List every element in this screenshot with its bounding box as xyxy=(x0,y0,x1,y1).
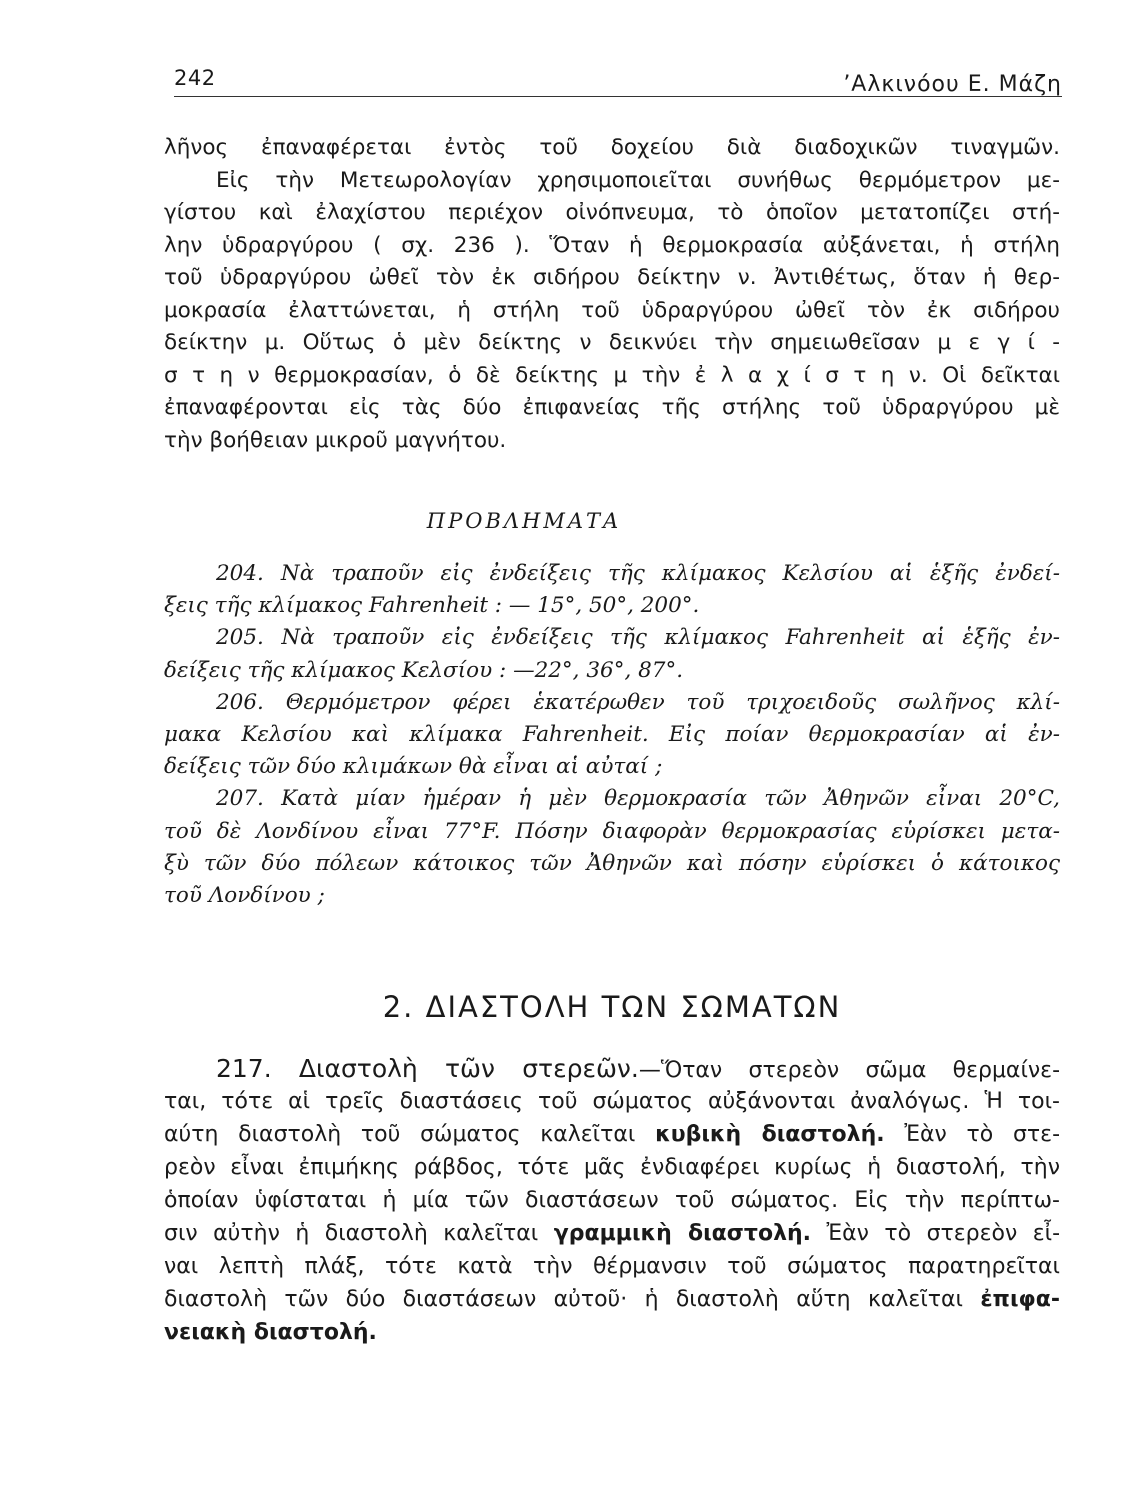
problem-line: τοῦ Λονδίνου ; xyxy=(164,882,325,908)
text-line xyxy=(164,1283,1060,1316)
problem-line: 207. Κατὰ μίαν ἡμέραν ἡ μὲν θερμοκρασία τῶν Ἀθηνῶν εἶναι 20°C, xyxy=(216,786,1060,812)
running-header xyxy=(174,60,1062,100)
text-line xyxy=(164,1217,1060,1250)
text-line: ναι λεπτὴ πλάξ, τότε κατὰ τὴν θέρμανσιν τοῦ σώματος παρατηρεῖται xyxy=(164,1254,1060,1279)
text-line xyxy=(164,1316,1060,1349)
text-line: δείκτην μ. Οὕτως ὁ μὲν δείκτης ν δεικνύει τὴν σημειωθεῖσαν μ ε γ ί - xyxy=(164,330,1060,355)
text-line: τοῦ ὑδραργύρου ὠθεῖ τὸν ἐκ σιδήρου δείκτην ν. Ἀντιθέτως, ὅταν ἡ θερ- xyxy=(164,265,1060,290)
problems-heading: ΠΡΟΒΛΗΜΑΤΑ xyxy=(426,509,622,533)
text-line: ρεὸν εἶναι ἐπιμήκης ράβδος, τότε μᾶς ἐνδιαφέρει κυρίως ἡ διαστολή, τὴν xyxy=(164,1155,1060,1180)
problem-line: ξεις τῆς κλίμακος Fahrenheit : — 15°, 50°, 200°. xyxy=(164,593,700,619)
term-cubic-expansion: κυβικὴ διαστολή. xyxy=(655,1122,885,1147)
text-span: διαστολὴ τῶν δύο διαστάσεων αὐτοῦ· ἡ διαστολὴ αὕτη καλεῖται xyxy=(164,1287,963,1312)
problem-line: 206. Θερμόμετρον φέρει ἑκατέρωθεν τοῦ τριχοειδοῦς σωλῆνος κλί- xyxy=(216,689,1060,715)
text-line: λην ὑδραργύρου ( σχ. 236 ). Ὅταν ἡ θερμοκρασία αὐξάνεται, ἡ στήλη xyxy=(164,232,1060,258)
problem-line: τοῦ δὲ Λονδίνου εἶναι 77°F. Πόσην διαφορὰν θερμοκρασίας εὑρίσκει μετα- xyxy=(164,818,1060,844)
problem-line: δείξεις τῶν δύο κλιμάκων θὰ εἶναι αἱ αὐταί ; xyxy=(164,754,663,780)
paragraph-title: 217. Διαστολὴ τῶν στερεῶν. xyxy=(216,1054,639,1083)
problem-line: ξὺ τῶν δύο πόλεων κάτοικος τῶν Ἀθηνῶν καὶ πόσην εὑρίσκει ὁ κάτοικος xyxy=(164,850,1060,876)
text-line: μοκρασία ἐλαττώνεται, ἡ στήλη τοῦ ὑδραργύρου ὠθεῖ τὸν ἐκ σιδήρου xyxy=(164,297,1060,323)
term-surface-expansion-cont: νειακὴ διαστολή. xyxy=(164,1320,377,1345)
text-line: γίστου καὶ ἐλαχίστου περιέχον οἰνόπνευμα, τὸ ὁποῖον μετατοπίζει στή- xyxy=(164,200,1060,225)
text-span: αύτη διαστολὴ τοῦ σώματος καλεῖται xyxy=(164,1122,636,1147)
text-span: Ἐὰν τὸ στερεὸν εἶ- xyxy=(826,1221,1061,1246)
text-span: Ἐὰν τὸ στε- xyxy=(904,1122,1061,1147)
problem-line: δείξεις τῆς κλίμακος Κελσίου : —22°, 36°, 87°. xyxy=(164,657,684,683)
page-number: 242 xyxy=(174,66,216,90)
term-surface-expansion: ἐπιφα- xyxy=(980,1287,1060,1312)
text-line xyxy=(164,1118,1060,1151)
term-linear-expansion: γραμμικὴ διαστολή. xyxy=(553,1221,812,1246)
running-head-author: ’Αλκινόου Ε. Μάζη xyxy=(843,72,1062,97)
text-line: ὁποίαν ὑφίσταται ἡ μία τῶν διαστάσεων τοῦ σώματος. Εἰς τὴν περίπτω- xyxy=(164,1188,1060,1213)
text-span: σιν αὐτὴν ἡ διαστολὴ καλεῖται xyxy=(164,1221,539,1246)
text-line: τὴν βοήθειαν μικροῦ μαγνήτου. xyxy=(164,427,507,453)
text-line xyxy=(164,1052,1060,1085)
intro-paragraph xyxy=(164,132,1060,457)
problems-list xyxy=(164,558,1060,912)
text-line: σ τ η ν θερμοκρασίαν, ὁ δὲ δείκτης μ τὴν ἐ λ α χ ί σ τ η ν. Οἱ δεῖκται xyxy=(164,362,1060,388)
problem-line: μακα Κελσίου καὶ κλίμακα Fahrenheit. Εἰς ποίαν θερμοκρασίαν αἱ ἐν- xyxy=(164,721,1060,747)
text-line: Εἰς τὴν Μετεωρολογίαν χρησιμοποιεῖται συνήθως θερμόμετρον με- xyxy=(216,167,1060,193)
text-line: ἐπαναφέρονται εἰς τὰς δύο ἐπιφανείας τῆς στήλης τοῦ ὑδραργύρου μὲ xyxy=(164,395,1060,420)
section-217-paragraph xyxy=(164,1052,1060,1349)
text-line: ται, τότε αἱ τρεῖς διαστάσεις τοῦ σώματος αὐξάνονται ἀναλόγως. Ἡ τοι- xyxy=(164,1089,1060,1114)
text-span: —Ὅταν στερεὸν σῶμα θερμαίνε- xyxy=(638,1058,1061,1083)
problem-line: 205. Νὰ τραποῦν εἰς ἐνδείξεις τῆς κλίμακος Fahrenheit αἱ ἑξῆς ἐν- xyxy=(216,625,1060,651)
header-rule xyxy=(174,96,1062,97)
problem-line: 204. Νὰ τραποῦν εἰς ἐνδείξεις τῆς κλίμακος Κελσίου αἱ ἑξῆς ἐνδεί- xyxy=(216,561,1060,586)
text-line: λῆνος ἐπαναφέρεται ἐντὸς τοῦ δοχείου διὰ διαδοχικῶν τιναγμῶν. xyxy=(164,135,1060,160)
section-title: 2. ΔΙΑΣΤΟΛΗ ΤΩΝ ΣΩΜΑΤΩΝ xyxy=(382,990,842,1024)
